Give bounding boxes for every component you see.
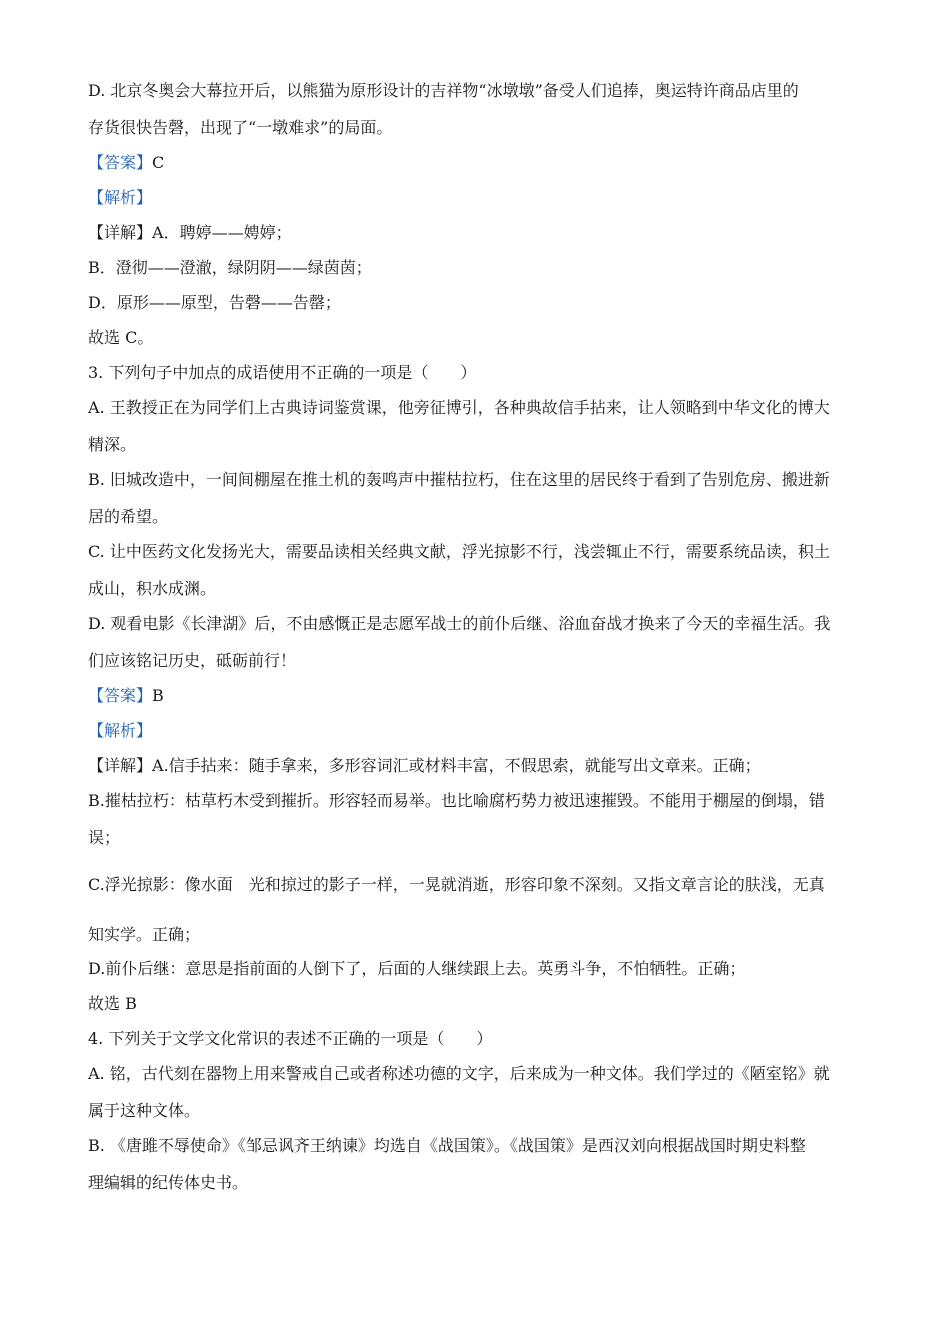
q3-option-c-line1: C. 让中医药文化发扬光大，需要品读相关经典文献，浮光掠影不行，浅尝辄止不行，需要系统品读，积土	[88, 542, 830, 561]
q2-option-d-line2: 存货很快告磬，出现了“一墩难求”的局面。	[88, 118, 393, 137]
q2-analysis-heading	[88, 187, 868, 209]
analysis-tag: 【解析】	[88, 188, 153, 207]
answer-tag: 【答案】	[88, 153, 153, 172]
q3-answer	[88, 685, 868, 707]
q3-detail-b-line2: 误；	[88, 828, 121, 847]
q3-detail-b-line1: B.摧枯拉朽：枯草朽木受到摧折。形容轻而易举。也比喻腐朽势力被迅速摧毁。不能用于棚屋的倒塌，错	[88, 791, 825, 810]
answer-value: C	[152, 153, 165, 172]
q4-option-b-line2: 理编辑的纪传体史书。	[88, 1173, 249, 1192]
q4-stem: 4. 下列关于文学文化常识的表述不正确的一项是（ ）	[88, 1029, 493, 1048]
detail-text: A.信手拈来：随手拿来，多形容词汇或材料丰富，不假思索，就能写出文章来。正确；	[152, 756, 761, 775]
q4-option-a-line2: 属于这种文体。	[88, 1101, 201, 1120]
q3-conclusion: 故选 B	[88, 994, 137, 1013]
q3-detail-a	[88, 755, 868, 777]
q2-detail-line3: D．原形——原型，告磬——告罄；	[88, 293, 341, 312]
q4-option-b-line1: B. 《唐雎不辱使命》《邹忌讽齐王纳谏》均选自《战国策》。《战国策》是西汉刘向根据战国时期史料整	[88, 1136, 806, 1155]
answer-value: B	[152, 686, 164, 705]
q3-option-d-line1: D. 观看电影《长津湖》后，不由感慨正是志愿军战士的前仆后继、浴血奋战才换来了今天的幸福生活。我	[88, 614, 831, 633]
q2-conclusion: 故选 C。	[88, 328, 154, 347]
analysis-tag: 【解析】	[88, 721, 153, 740]
q3-option-a-line1: A. 王教授正在为同学们上古典诗词鉴赏课，他旁征博引，各种典故信手拈来，让人领略到中华文化的博大	[88, 398, 830, 417]
detail-tag: 【详解】	[88, 223, 153, 242]
detail-tag: 【详解】	[88, 756, 153, 775]
detail-text: A．聘婷——娉婷；	[152, 223, 292, 242]
q2-detail-line1	[88, 222, 868, 244]
q4-option-a-line1: A. 铭，古代刻在器物上用来警戒自己或者称述功德的文字，后来成为一种文体。我们学过的《陋室铭》就	[88, 1064, 830, 1083]
q3-stem: 3. 下列句子中加点的成语使用不正确的一项是（ ）	[88, 363, 477, 382]
q3-detail-c-line1: C.浮光掠影：像水面 光和掠过的影子一样，一晃就消逝，形容印象不深刻。又指文章言论的肤浅，无真	[88, 875, 825, 894]
q3-analysis-heading	[88, 720, 868, 742]
q2-option-d-line1: D. 北京冬奥会大幕拉开后，以熊猫为原形设计的吉祥物“冰墩墩”备受人们追捧，奥运特许商品店里的	[88, 81, 799, 100]
q3-detail-d: D.前仆后继：意思是指前面的人倒下了，后面的人继续跟上去。英勇斗争，不怕牺牲。正确；	[88, 959, 746, 978]
q3-option-d-line2: 们应该铭记历史，砥砺前行！	[88, 651, 297, 670]
q3-option-b-line2: 居的希望。	[88, 507, 169, 526]
q3-option-a-line2: 精深。	[88, 435, 137, 454]
q3-detail-c-line2: 知实学。正确；	[88, 925, 201, 944]
answer-tag: 【答案】	[88, 686, 153, 705]
q3-option-c-line2: 成山，积水成渊。	[88, 579, 217, 598]
q3-option-b-line1: B. 旧城改造中，一间间棚屋在推土机的轰鸣声中摧枯拉朽，住在这里的居民终于看到了告别危房、搬进新	[88, 470, 830, 489]
q2-detail-line2: B．澄彻——澄澈，绿阴阴——绿茵茵；	[88, 258, 372, 277]
q2-answer	[88, 152, 868, 174]
